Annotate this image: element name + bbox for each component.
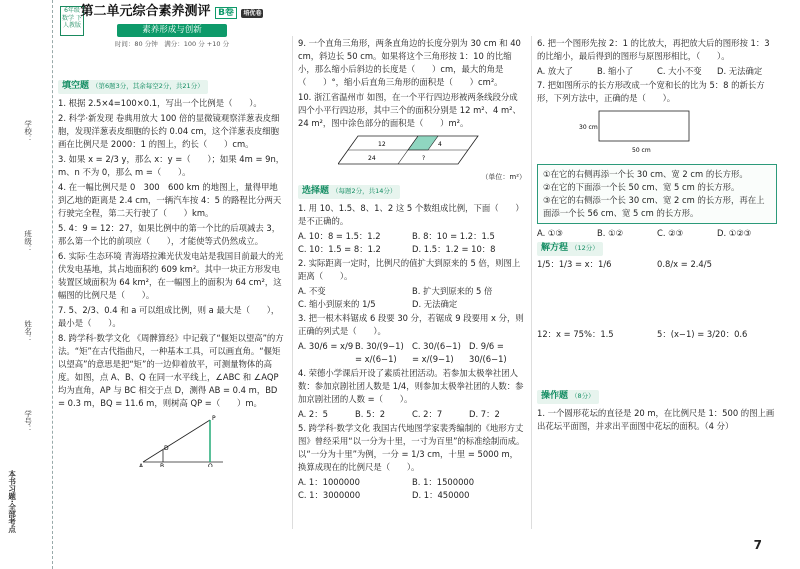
section-fill: 填空题 （第6题3分，其余每空2分，共21分） xyxy=(58,80,208,94)
column-2: 9. 一个直角三角形，两条直角边的长度分别为 30 cm 和 40 cm，斜边长 50 cm。如果将这个三角形按 1：10 的比缩小，那么缩小后斜边的长度是（ ）cm，最大的角是（ ）°，缩小后直角三角形的面积是（ ）cm²。 10. 浙江省温州市 如图，在一个平行四边形被两条线段分成四个小平行四边形，其中三个的面积分别是 12 m²、4 m²、24 m²，图中涂色部分的面积是（ ）m²。 12 4 24 ? （单位：m²） 选择题 （每题2分，共14分） 1. 用 10、1.5、8、1、2 这 5 个数组成比例，下面（ ）是不正确的。 A. 10：8 = 1.5：1.2 B. 8：10 = 1.2：1.5 C. 10：1.5 = 8：1.2 D. 1.5：1.2 = 10：8 2. 实际距离一定时，比例尺的值扩大到原来的 5 倍，则图上距离（ ）。 A. 不变 B. 扩大到原来的 5 倍 C. 缩小到原来的 1/5 D. 无法确定 3. 把一根木料锯成 6 段要 30 分，若锯成 9 段要用 x 分，则正确的列式是（ ）。 A. 30/6 = x/9 B. 30/(9−1) = x/(6−1) C. 30/(6−1) = x/(9−1) D. 9/6 = 30/(6−1) 4. 荣德小学课后开设了素质社团活动。若参加太极拳社团人数：参加京剧社团人数是 1/4，则参加太极拳社团的人数：参加京剧社团的人数 =（ ）。 A. 2：5 B. 5：2 C. 2：7 D. 7：2 5. 跨学科·数学文化 我国古代地图学家裴秀编制的《地形方丈图》曾经采用“以一分为十里，一寸为百里”的标准绘制而成。以“一分为十里”为例，一分 = 1/3 cm，十里 = 5000 m，换算成现在的比例尺是（ ）。 A. 1：1000000 B. 1：1500000 C. 1：3000000 D. 1：450000 xyxy=(298,36,526,502)
methods-box: ①在它的右侧再添一个长 30 cm、宽 2 cm 的长方形。 ②在它的下面添一个长 50 cm、宽 5 cm 的长方形。 ③在它的右侧添一个长 30 cm、宽 2 cm 的长方形，再在上面添一个长 56 cm、宽 5 cm 的长方形。 xyxy=(537,164,777,224)
svg-text:Q: Q xyxy=(208,463,213,468)
svg-text:4: 4 xyxy=(438,141,442,149)
question: 5. 4：9 = 12：27，如果比例中的第一个比的后项减去 3，那么第一个比的前项应（ ），才能使等式仍然成立。 xyxy=(58,223,281,247)
options: A. 2：5 B. 5：2 C. 2：7 D. 7：2 xyxy=(298,409,500,420)
options: A. 放大了 B. 缩小了 C. 大小不变 D. 无法确定 xyxy=(537,66,763,77)
section-choice: 选择题 （每题2分，共14分） xyxy=(298,185,400,199)
options: A. 不变 B. 扩大到原来的 5 倍 C. 缩小到原来的 1/5 D. 无法确定 xyxy=(298,286,493,310)
brand-label: 本书习题·全部考点 xyxy=(7,470,17,533)
question: 4. 荣德小学课后开设了素质社团活动。若参加太极拳社团人数：参加京剧社团人数是 1/4，则参加太极拳社团的人数：参加京剧社团的人数 =（ ）。 xyxy=(298,368,524,405)
svg-text:B: B xyxy=(160,463,165,468)
tree-measure-figure xyxy=(138,412,228,467)
svg-text:P: P xyxy=(212,415,216,423)
column-3 xyxy=(537,36,777,435)
options: A. 1：1000000 B. 1：1500000 C. 1：3000000 D. 1：450000 xyxy=(298,477,475,501)
question: 10. 浙江省温州市 如图，在一个平行四边形被两条线段分成四个小平行四边形，其中三个的面积分别是 12 m²、4 m²、24 m²，图中涂色部分的面积是（ ）m²。 xyxy=(298,92,521,129)
question: 6. 把一个图形先按 2：1 的比放大，再把放大后的图形按 1：3 的比缩小，最后得到的图形与原图形相比，（ ）。 xyxy=(537,38,770,62)
grade-badge: 6年级 数学 下 人教版 xyxy=(60,6,84,36)
svg-text:30 cm: 30 cm xyxy=(579,124,598,132)
section-operate: 操作题 （8分） xyxy=(537,390,599,404)
id-label: 学号： xyxy=(23,410,33,433)
question: 2. 科学·新发现 卷典用放大 100 倍的显微镜观察洋葱表皮细胞，发现洋葱表皮细胞的长约 0.04 cm，这个洋葱表皮细胞画在比例尺是 2000：1 的图上，约长（ ）cm。 xyxy=(58,112,280,149)
question: 2. 实际距离一定时，比例尺的值扩大到原来的 5 倍，则图上距离（ ）。 xyxy=(298,257,521,281)
name-label: 姓名： xyxy=(23,320,33,343)
equation: 0.8/x = 2.4/5 xyxy=(657,259,712,270)
svg-text:?: ? xyxy=(422,155,426,163)
parallelogram-figure xyxy=(338,132,488,168)
svg-text:24: 24 xyxy=(368,155,376,163)
page-number: 7 xyxy=(753,538,762,553)
question: 7. 把如图所示的长方形改成一个宽和长的比为 5：8 的新长方形，下列方法中，正确的是（ ）。 xyxy=(537,80,765,104)
options: A. 30/6 = x/9 B. 30/(9−1) = x/(6−1) C. 30/(6−1) = x/(9−1) D. 9/6 = 30/(6−1) xyxy=(298,341,507,365)
question: 1. 用 10、1.5、8、1、2 这 5 个数组成比例，下面（ ）是不正确的。 xyxy=(298,202,524,226)
school-label: 学校： xyxy=(23,120,33,143)
question: 6. 实际·生态环境 青海塔拉滩光伏发电站是我国目前最大的光伏发电基地，其占地面积约 609 km²。其中一块正方形发电装置区域面积为 64 km²，在一幅图上的面积为 64 cm²，这幅图的比例尺是（ ）。 xyxy=(58,251,284,301)
question: 9. 一个直角三角形，两条直角边的长度分别为 30 cm 和 40 cm，斜边长 50 cm。如果将这个三角形按 1：10 的比缩小，那么缩小后斜边的长度是（ ）cm，最大的角是（ ）°，缩小后直角三角形的面积是（ ）cm²。 xyxy=(298,38,521,88)
svg-text:A: A xyxy=(139,463,144,468)
question: 5. 跨学科·数学文化 我国古代地图学家裴秀编制的《地形方丈图》曾经采用“以一分为十里，一寸为百里”的标准绘制而成。以“一分为十里”为例，一分 = 1/3 cm，十里 = 5000 m，换算成现在的比例尺是（ ）。 xyxy=(298,423,525,473)
equation: 5：(x−1) = 3/20：0.6 xyxy=(657,329,748,340)
question: 1. 根据 2.5×4=100×0.1，写出一个比例是（ ）。 xyxy=(58,97,262,108)
page-header xyxy=(58,2,286,49)
subtitle: 素养形成与创新 xyxy=(117,24,227,37)
question: 7. 5、2/3、0.4 和 a 可以组成比例，则 a 最大是（ ），最小是（ ）。 xyxy=(58,305,280,329)
exam-meta: 时间：80 分钟 满分：100 分 +10 分 xyxy=(114,40,230,49)
question: 3. 把一根木料锯成 6 段要 30 分，若锯成 9 段要用 x 分，则正确的列式是（ ）。 xyxy=(298,313,524,337)
page-title: 第二单元综合素养测评 B卷 培优卷 xyxy=(80,4,262,19)
equation: 1/5：1/3 = x：1/6 xyxy=(537,259,612,270)
column-1 xyxy=(58,78,286,471)
svg-text:D: D xyxy=(164,445,169,453)
svg-text:12: 12 xyxy=(378,141,386,149)
question: 3. 如果 x = 2/3 y，那么 x：y =（ ）；如果 4m = 9n，m、n 不为 0，那么 m =（ ）。 xyxy=(58,154,285,178)
svg-text:50 cm: 50 cm xyxy=(632,147,651,155)
question: 8. 跨学科·数学文化 《周髀算经》中记载了“偃矩以望高”的方法。“矩”在古代指曲尺，一种基本工具，可以画直角。“偃矩以望高”的意思是把“矩”的一边仰着放平，可测量物体的高度。如图，点 A、B、Q 在同一水平线上，∠ABC 和 ∠AQP 均为直角，AP 与 BC 相交于点 D，测得 AB = 0.4 m，BD = 0.3 m，BQ = 11.6 m，则树高 QP =（ ）m。 xyxy=(58,333,284,409)
options: A. ①③ B. ①② C. ②③ D. ①②③ xyxy=(537,228,752,239)
section-equations: 解方程 （12分） xyxy=(537,242,603,256)
question: 4. 在一幅比例尺是 0 300 600 km 的地图上，量得甲地到乙地的距离是 2.4 cm，一辆汽车按 4：5 的路程比分两天行驶完全程，第二天行驶了（ ）km。 xyxy=(58,182,282,219)
options: A. 10：8 = 1.5：1.2 B. 8：10 = 1.2：1.5 C. 10：1.5 = 8：1.2 D. 1.5：1.2 = 10：8 xyxy=(298,230,496,254)
class-label: 班级： xyxy=(23,230,33,253)
rectangle-figure xyxy=(577,107,707,157)
equation: 12：x = 75%：1.5 xyxy=(537,329,614,340)
question: 1. 一个圆形花坛的直径是 20 m，在比例尺是 1：500 的图上画出花坛平面图，并求出平面图中花坛的面积。（4 分） xyxy=(537,408,775,432)
